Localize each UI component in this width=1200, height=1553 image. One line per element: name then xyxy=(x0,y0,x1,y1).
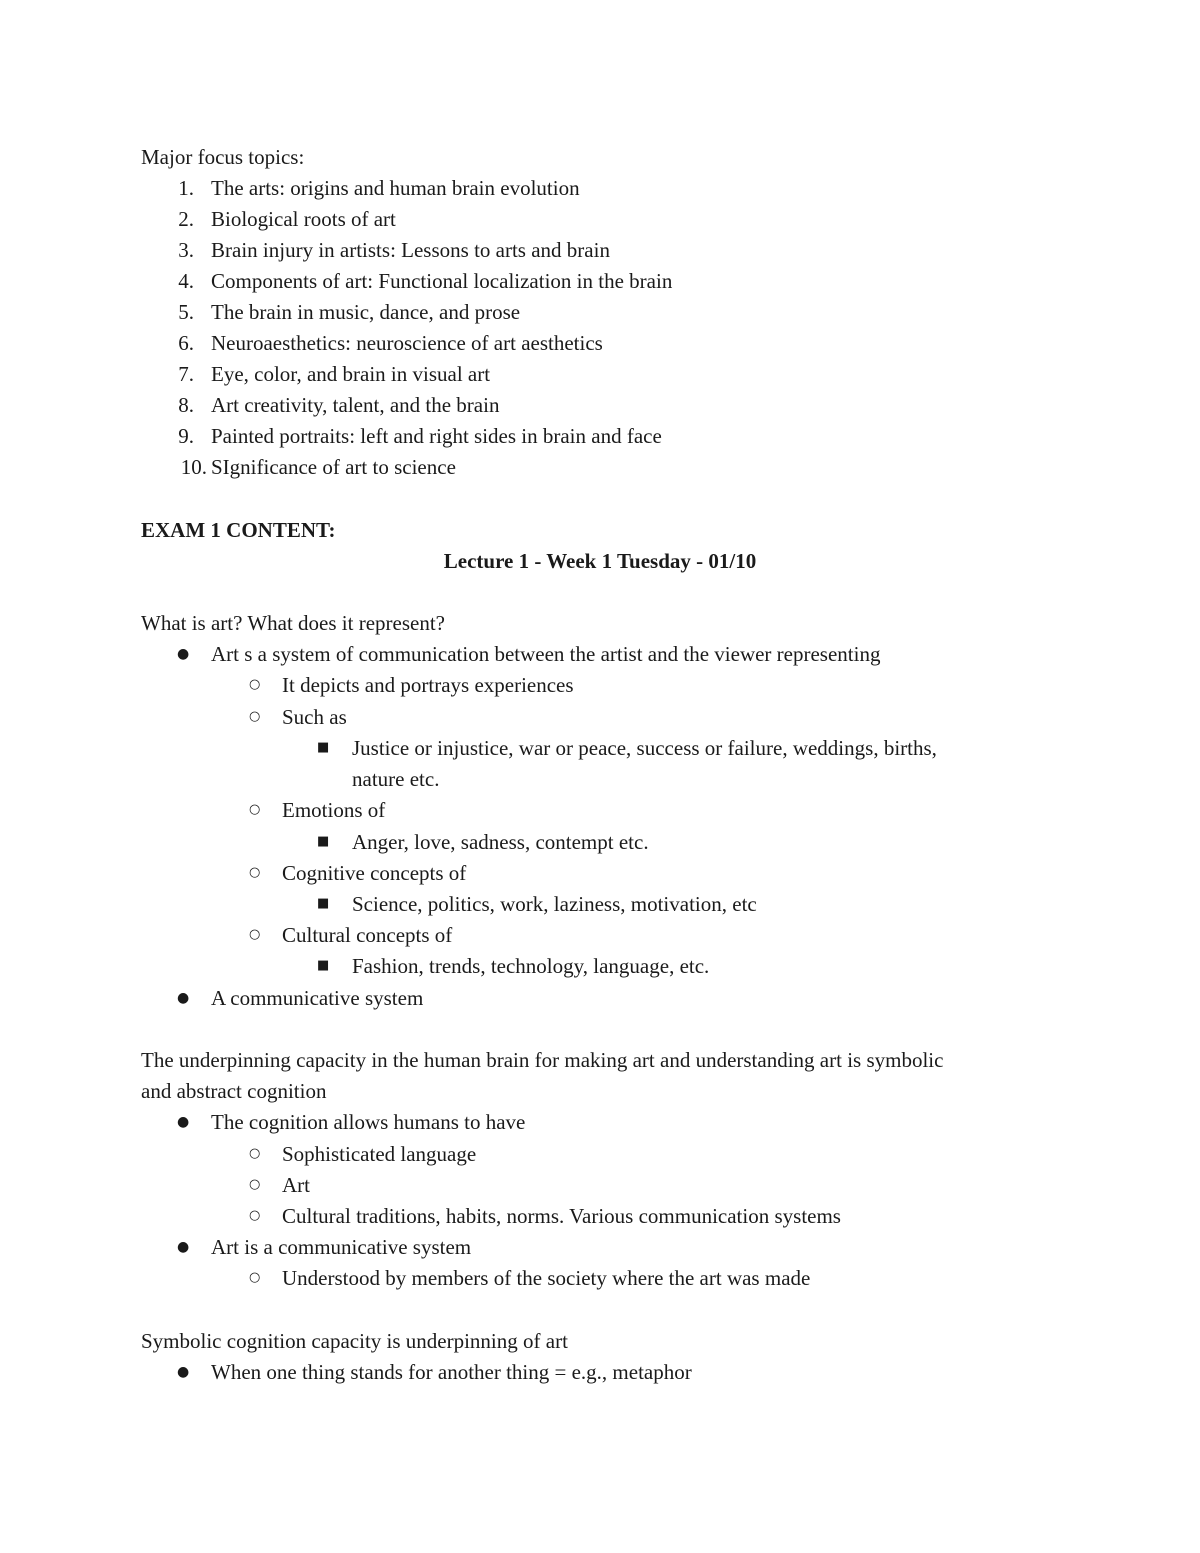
paragraph: The underpinning capacity in the human brain for making art and understanding art is symbolic xyxy=(141,1048,944,1072)
bullet-square-icon: ■ xyxy=(317,958,330,973)
bullet-square-icon: ■ xyxy=(317,896,330,911)
bullet-square-icon: ■ xyxy=(317,740,330,755)
bullet-disc-icon: ● xyxy=(177,1114,190,1130)
bullet-disc-icon: ● xyxy=(177,990,190,1006)
list-number: 6. xyxy=(178,331,194,355)
list-number: 3. xyxy=(178,238,194,262)
bullet-circle-icon: ○ xyxy=(249,709,261,724)
bullet-circle-icon: ○ xyxy=(249,1177,261,1192)
list-item-text: Neuroaesthetics: neuroscience of art aesthetics xyxy=(211,331,603,355)
sub-bullet-text: Emotions of xyxy=(282,798,386,822)
bullet-text: Art s a system of communication between the artist and the viewer representing xyxy=(211,642,881,666)
sub-sub-bullet-text: Science, politics, work, laziness, motivation, etc xyxy=(352,892,757,916)
list-item-text: Components of art: Functional localization in the brain xyxy=(211,269,673,293)
paragraph-continued: and abstract cognition xyxy=(141,1079,327,1103)
bullet-circle-icon: ○ xyxy=(249,865,261,880)
bullet-circle-icon: ○ xyxy=(249,1146,261,1161)
bullet-square-icon: ■ xyxy=(317,834,330,849)
bullet-circle-icon: ○ xyxy=(249,927,261,942)
sub-bullet-text: Art xyxy=(282,1173,310,1197)
list-item-text: Brain injury in artists: Lessons to arts and brain xyxy=(211,238,610,262)
sub-sub-bullet-text: Justice or injustice, war or peace, success or failure, weddings, births, xyxy=(352,736,937,760)
bullet-circle-icon: ○ xyxy=(249,677,261,692)
list-number: 5. xyxy=(178,300,194,324)
sub-sub-bullet-text: Anger, love, sadness, contempt etc. xyxy=(352,830,649,854)
list-item-text: Painted portraits: left and right sides in brain and face xyxy=(211,424,662,448)
sub-bullet-text: Cultural traditions, habits, norms. Various communication systems xyxy=(282,1204,841,1228)
bullet-circle-icon: ○ xyxy=(249,1270,261,1285)
sub-bullet-text: It depicts and portrays experiences xyxy=(282,673,574,697)
sub-sub-bullet-text-continued: nature etc. xyxy=(352,767,440,791)
sub-bullet-text: Such as xyxy=(282,705,347,729)
exam-heading: EXAM 1 CONTENT: xyxy=(141,518,336,542)
list-number: 8. xyxy=(178,393,194,417)
focus-heading: Major focus topics: xyxy=(141,145,305,169)
list-number: 1. xyxy=(178,176,194,200)
lecture-title: Lecture 1 - Week 1 Tuesday - 01/10 xyxy=(443,549,757,573)
list-item-text: Eye, color, and brain in visual art xyxy=(211,362,491,386)
bullet-text: When one thing stands for another thing = e.g., metaphor xyxy=(211,1360,692,1384)
list-number: 4. xyxy=(178,269,194,293)
list-item-text: The arts: origins and human brain evolution xyxy=(211,176,580,200)
list-item-text: Biological roots of art xyxy=(211,207,396,231)
bullet-circle-icon: ○ xyxy=(249,802,261,817)
list-item-text: SIgnificance of art to science xyxy=(211,455,456,479)
section-question: What is art? What does it represent? xyxy=(141,611,445,635)
bullet-text: The cognition allows humans to have xyxy=(211,1110,526,1134)
sub-bullet-text: Cultural concepts of xyxy=(282,923,453,947)
bullet-text: Art is a communicative system xyxy=(211,1235,472,1259)
sub-sub-bullet-text: Fashion, trends, technology, language, etc. xyxy=(352,954,710,978)
list-number: 9. xyxy=(178,424,194,448)
bullet-circle-icon: ○ xyxy=(249,1208,261,1223)
bullet-disc-icon: ● xyxy=(177,646,190,662)
list-item-text: The brain in music, dance, and prose xyxy=(211,300,521,324)
sub-bullet-text: Cognitive concepts of xyxy=(282,861,467,885)
list-number: 10. xyxy=(180,455,207,479)
bullet-text: A communicative system xyxy=(211,986,424,1010)
sub-bullet-text: Understood by members of the society where the art was made xyxy=(282,1266,811,1290)
list-number: 2. xyxy=(178,207,194,231)
sub-bullet-text: Sophisticated language xyxy=(282,1142,477,1166)
list-item-text: Art creativity, talent, and the brain xyxy=(211,393,500,417)
bullet-disc-icon: ● xyxy=(177,1239,190,1255)
bullet-disc-icon: ● xyxy=(177,1364,190,1380)
paragraph: Symbolic cognition capacity is underpinning of art xyxy=(141,1329,568,1353)
list-number: 7. xyxy=(178,362,194,386)
